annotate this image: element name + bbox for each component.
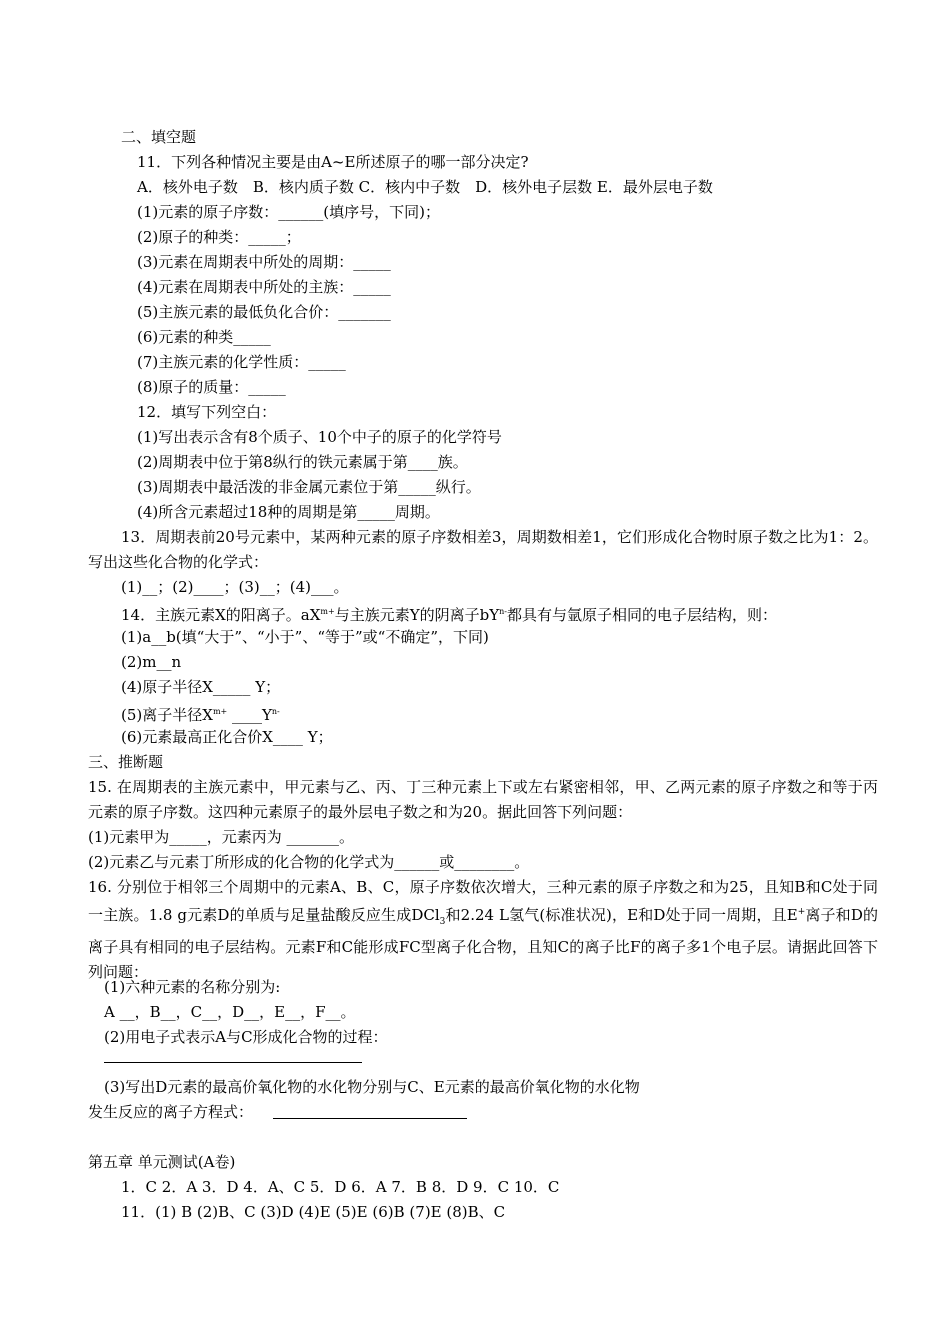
q11-item-6: (6)元素的种类_____: [137, 328, 271, 346]
q11-item-8: (8)原子的质量：_____: [137, 378, 286, 396]
answer-key-line-2: 11．(1) B (2)B、C (3)D (4)E (5)E (6)B (7)E (8)B、C: [121, 1203, 506, 1221]
answer-blank-line: [273, 1118, 467, 1119]
q11-item-7: (7)主族元素的化学性质：_____: [137, 353, 346, 371]
q16-item-2: (2)用电子式表示A与C形成化合物的过程：: [104, 1028, 388, 1046]
q12-item-3: (3)周期表中最活泼的非金属元素位于第_____纵行。: [137, 478, 481, 496]
q14-item-5-part-1: (5)离子半径X: [121, 706, 213, 724]
q12-item-1: (1)写出表示含有8个质子、10个中子的原子的化学符号: [137, 428, 502, 446]
q16-item-3-line-2: 发生反应的离子方程式：: [88, 1103, 254, 1121]
q15-item-2: (2)元素乙与元素丁所形成的化合物的化学式为______或________。: [88, 853, 530, 871]
q14-item-1: (1)a__b(填“大于”、“小于”、“等于”或“不确定”，下同): [121, 628, 489, 646]
q16-sub: 3: [439, 917, 446, 927]
q16-stem-part-2: 和2.24 L氢气(标准状况)，E和D处于同一周期，且E: [445, 906, 798, 924]
q16-stem: [88, 875, 878, 985]
q11-stem: 11．下列各种情况主要是由A~E所述原子的哪一部分决定?: [137, 153, 529, 171]
q16-item-1: (1)六种元素的名称分别为:: [104, 978, 281, 996]
q13-answers: (1)__；(2)____；(3)__；(4)___。: [121, 578, 349, 596]
q16-sup: +: [797, 907, 806, 917]
q16-item-3-line-1: (3)写出D元素的最高价氧化物的水化物分别与C、E元素的最高价氧化物的水化物: [104, 1078, 640, 1096]
q14-item-4: (4)原子半径X_____ Y；: [121, 678, 281, 696]
q14-stem-part-2: 与主族元素Y的阴离子bY: [334, 606, 500, 624]
q15-stem: 15. 在周期表的主族元素中，甲元素与乙、丙、丁三种元素上下或左右紧密相邻，甲、乙两元素的原子序数之和等于丙元素的原子序数。这四种元素原子的最外层电子数之和为20。据此回答下列问题：: [88, 778, 878, 821]
q11-item-1: (1)元素的原子序数：______(填序号，下同)；: [137, 203, 440, 221]
q14-stem: [121, 602, 777, 625]
q16-item-1-answers: A __，B__，C__，D__，E__，F__。: [104, 1003, 356, 1021]
q11-item-5: (5)主族元素的最低负化合价：_______: [137, 303, 391, 321]
q14-item-5-sup-2: n-: [271, 707, 280, 716]
q14-sup-b: n-: [499, 607, 507, 616]
answer-key-line-1: 1．C 2．A 3．D 4．A、C 5．D 6．A 7．B 8．D 9．C 10．C: [121, 1178, 560, 1196]
q12-item-2: (2)周期表中位于第8纵行的铁元素属于第____族。: [137, 453, 468, 471]
q13-stem: 13．周期表前20号元素中，某两种元素的原子序数相差3，周期数相差1，它们形成化合物时原子数之比为1：2。写出这些化合物的化学式：: [88, 528, 878, 571]
q12-item-4: (4)所含元素超过18种的周期是第_____周期。: [137, 503, 440, 521]
q11-options: A．核外电子数 B．核内质子数 C．核内中子数 D．核外电子层数 E．最外层电子数: [137, 178, 713, 196]
q11-item-3: (3)元素在周期表中所处的周期：_____: [137, 253, 391, 271]
q15-item-1: (1)元素甲为_____，元素丙为 _______。: [88, 828, 355, 846]
q14-item-5-part-2: ____Y: [227, 706, 272, 724]
q11-item-2: (2)原子的种类：_____；: [137, 228, 301, 246]
answer-blank-line: [104, 1062, 362, 1063]
q14-item-5-sup-1: m+: [212, 707, 228, 716]
q14-sup-a: m+: [320, 607, 335, 616]
q12-stem: 12．填写下列空白：: [137, 403, 277, 421]
answer-key-title: 第五章 单元测试(A卷): [88, 1153, 236, 1171]
q16-stem-part-1: 16. 分别位于相邻三个周期中的元素A、B、C，原子序数依次增大，三种元素的原子序数之和为25，且知B和C处于同一主族。1.8 g元素D的单质与足量盐酸反应生成DCl: [88, 878, 878, 924]
q11-item-4: (4)元素在周期表中所处的主族：_____: [137, 278, 391, 296]
q14-stem-part-3: 都具有与氩原子相同的电子层结构，则：: [506, 606, 777, 624]
q14-item-6: (6)元素最高正化合价X____ Y；: [121, 728, 333, 746]
q14-item-5: [121, 702, 280, 725]
q16-stem-part-3: 离子和D的离子具有相同的电子层结构。元素F和C能形成FC型离子化合物，且知C的离子比F的离子多1个电子层。请据此回答下列问题：: [88, 906, 878, 981]
section-heading-fill-in: 二、填空题: [121, 128, 197, 146]
q14-item-2: (2)m__n: [121, 653, 182, 671]
section-heading-inference: 三、推断题: [88, 753, 164, 771]
q14-stem-part-1: 14．主族元素X的阳离子。aX: [121, 606, 321, 624]
